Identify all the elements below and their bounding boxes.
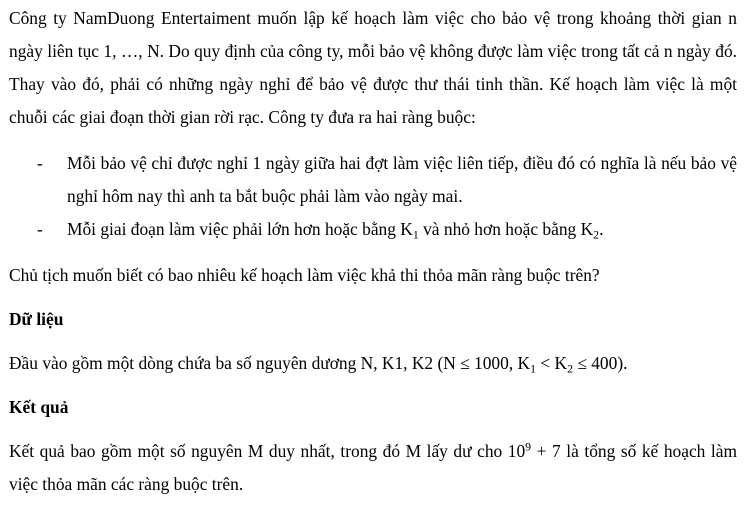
- input-description: [9, 347, 737, 380]
- output-description: [9, 435, 737, 501]
- constraint-text-pre: Mỗi giai đoạn làm việc phải lớn hơn hoặc bằng K: [67, 219, 413, 239]
- subscript: 2: [567, 361, 573, 376]
- input-heading: Dữ liệu: [9, 309, 64, 329]
- input-text-mid: < K: [536, 353, 568, 373]
- subscript: 1: [530, 361, 537, 376]
- bullet-dash: -: [37, 219, 43, 239]
- constraint-text-mid: và nhỏ hơn hoặc bằng K: [418, 219, 594, 239]
- constraint-item-rest-day: [9, 147, 737, 213]
- constraint-text: Mỗi bảo vệ chỉ được nghỉ 1 ngày giữa hai đợt làm việc liên tiếp, điều đó có nghĩa là nếu bảo vệ nghỉ hôm nay thì anh ta bắt buộc phải làm vào ngày mai.: [67, 153, 737, 206]
- constraint-list: [9, 147, 737, 246]
- superscript: 9: [525, 439, 532, 454]
- constraint-item-period-length: [9, 213, 737, 246]
- input-text-post: ≤ 400).: [573, 353, 628, 373]
- question-paragraph: Chủ tịch muốn biết có bao nhiêu kế hoạch làm việc khả thi thỏa mãn ràng buộc trên?: [9, 265, 600, 285]
- subscript: 2: [593, 227, 600, 242]
- input-text-pre: Đầu vào gồm một dòng chứa ba số nguyên dương N, K1, K2 (N ≤ 1000, K: [9, 353, 531, 373]
- bullet-dash: -: [37, 153, 43, 173]
- output-text-post: + 7 là tổng số kế hoạch làm việc thỏa mãn các ràng buộc trên.: [9, 441, 737, 494]
- output-text-pre: Kết quả bao gồm một số nguyên M duy nhất, trong đó M lấy dư cho 10: [9, 441, 526, 461]
- output-heading: Kết quả: [9, 397, 69, 417]
- constraint-text-post: .: [599, 219, 604, 239]
- subscript: 1: [412, 227, 419, 242]
- intro-paragraph: Công ty NamDuong Entertaiment muốn lập kế hoạch làm việc cho bảo vệ trong khoảng thời gian n ngày liên tục 1, …, N. Do quy định của công ty, mỗi bảo vệ không được làm việc trong tất cả n ngày đó. Thay vào đó, phải có những ngày nghỉ để bảo vệ được thư thái tinh thần. Kế hoạch làm việc là một chuỗi các giai đoạn thời gian rời rạc. Công ty đưa ra hai ràng buộc:: [9, 8, 737, 127]
